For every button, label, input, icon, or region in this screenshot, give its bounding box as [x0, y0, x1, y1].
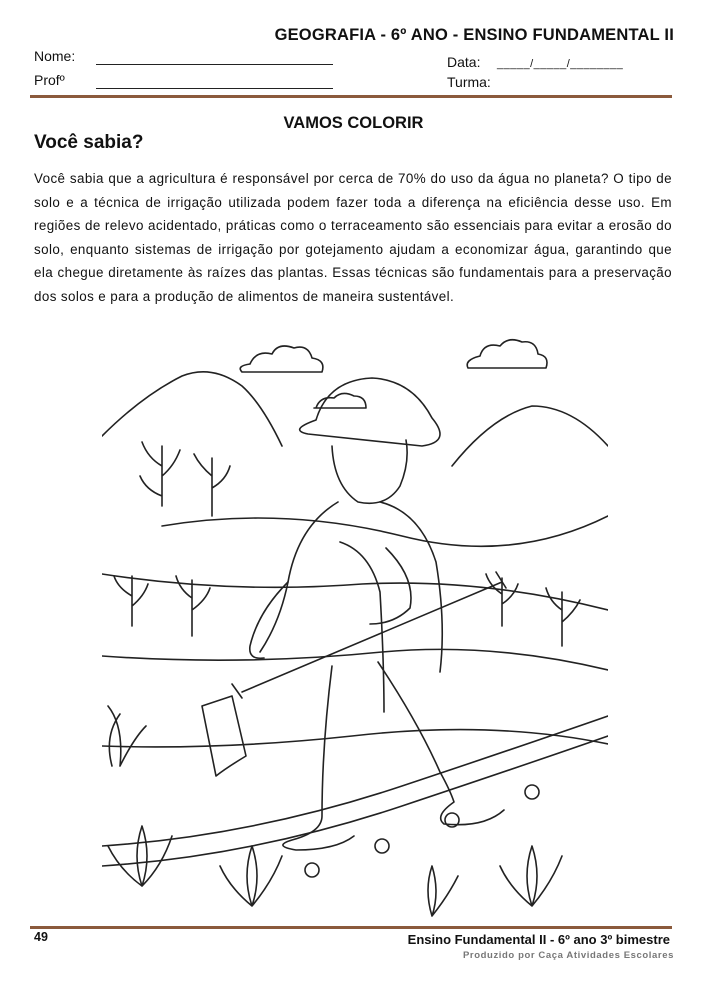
hoe-blade	[202, 696, 246, 776]
footer-divider	[30, 926, 672, 929]
did-you-know-heading: Você sabia?	[34, 132, 144, 153]
farmer-body	[260, 502, 442, 712]
class-label: Turma:	[447, 74, 491, 90]
terrace-2	[102, 649, 608, 670]
farmer-hat	[300, 378, 440, 446]
footer-course: Ensino Fundamental II - 6º ano 3º bimestre	[407, 932, 670, 947]
intro-paragraph: Você sabia que a agricultura é responsável por cerca de 70% do uso da água no planeta? O tipo de solo e a técnica de irrigação utilizada podem fazer toda a diferença na eficiência desse uso. Em regiões de relevo acidentado, práticas como o terraceamento são essenciais para evitar a erosão do solo, enquanto sistemas de irrigação por gotejamento ajudam a economizar água, garantindo que ela chegue diretamente às raízes das plantas. Essas técnicas são fundamentais para a preservação dos solos e para a produção de alimentos de maneira sustentável.	[34, 171, 672, 304]
header-divider	[30, 95, 672, 98]
farmer-head	[332, 440, 407, 503]
page-number: 49	[34, 930, 48, 944]
name-label: Nome:	[34, 48, 76, 64]
footer-credit: Produzido por Caça Atividades Escolares	[463, 950, 674, 961]
teacher-field-line[interactable]	[96, 88, 333, 89]
cloud-right	[467, 340, 547, 368]
mountain-right	[452, 406, 608, 466]
worksheet-title: GEOGRAFIA - 6º ANO - ENSINO FUNDAMENTAL II	[274, 26, 674, 44]
mountain-left	[102, 372, 282, 446]
cloud-left	[240, 346, 323, 372]
plant-rows	[108, 706, 146, 766]
farmer-legs	[283, 662, 504, 850]
hoe-handle	[232, 572, 506, 698]
name-field-line[interactable]	[96, 64, 333, 65]
farmer-arms	[250, 548, 411, 658]
terrace-3	[102, 730, 608, 747]
teacher-label: Profº	[34, 72, 65, 88]
hill-far	[162, 516, 608, 546]
section-title: VAMOS COLORIR	[283, 114, 424, 132]
date-field[interactable]: _____/_____/________	[497, 58, 624, 70]
farmer-coloring-illustration	[102, 326, 608, 922]
date-label: Data:	[447, 54, 481, 70]
